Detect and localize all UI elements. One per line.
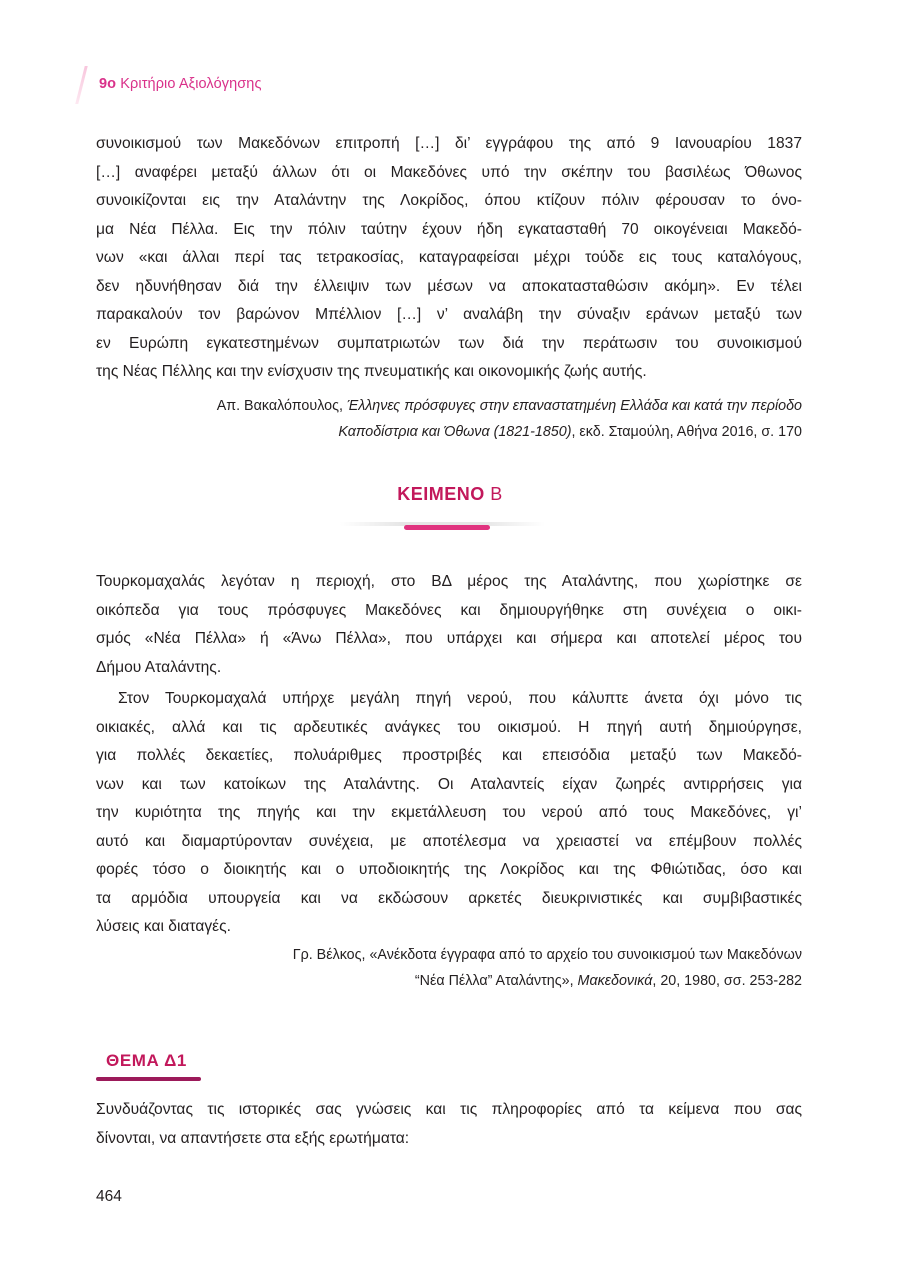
text-a-citation (217, 393, 802, 445)
text-line: Τουρκομαχαλάς λεγόταν η περιοχή, στο ΒΔ μέρος της Αταλάντης, που χωρίστηκε σε (96, 573, 802, 590)
text-line: για πολλές δεκαετίες, πολυάριθμες προστριβές και επεισόδια μεταξύ των Μακεδό- (96, 747, 802, 764)
text-line: […] αναφέρει μεταξύ άλλων ότι οι Μακεδόνες υπό την σκέπην του βασιλέως Όθωνος (96, 163, 802, 181)
header-title: Κριτήριο Αξιολόγησης (120, 76, 262, 92)
section-title-text-b (0, 484, 900, 505)
section-title-letter: Β (490, 484, 503, 504)
text-line: μα Νέα Πέλλα. Εις την πόλιν ταύτην έχουν ήδη εγκατασταθή 70 οικογένειαι Μακεδό- (96, 220, 802, 238)
text-line: δεν ηδυνήθησαν διά την έλλειψιν των μέσων να αποκατασταθώσιν ακόμη». Εν τέλει (96, 277, 802, 295)
text-line: εν Ευρώπη εγκατεστημένων συμπατριωτών των διά την περάτωσιν του συνοικισμού (96, 334, 802, 352)
citation-line2-a: “Νέα Πέλλα” Αταλάντης», (414, 973, 578, 989)
text-line: δίνονται, να απαντήσετε στα εξής ερωτήματα: (96, 1129, 410, 1147)
text-line: συνοικίζονται εις την Αταλάντην της Λοκρίδος, όπου κτίζουν πόλιν φέρουσαν το όνο- (96, 192, 802, 209)
text-line: σμός «Νέα Πέλλα» ή «Άνω Πέλλα», που υπάρχει και σήμερα και αποτελεί μέρος του (96, 630, 802, 647)
text-line: τα αρμόδια υπουργεία και να εκδώσουν αρκετές διευκρινιστικές και συμβιβαστικές (96, 889, 802, 907)
citation-line1: Γρ. Βέλκος, «Ανέκδοτα έγγραφα από το αρχείο του συνοικισμού των Μακεδόνων (292, 947, 802, 963)
text-line: φορές τόσο ο διοικητής και ο υποδιοικητής της Λοκρίδος και της Φθιώτιδας, όσο και (96, 861, 802, 878)
text-line: οικόπεδα για τους πρόσφυγες Μακεδόνες και δημιουργήθηκε στη συνέχεια ο οικι- (96, 601, 802, 619)
page-number: 464 (96, 1188, 122, 1205)
citation-author: Απ. Βακαλόπουλος, (216, 398, 343, 414)
text-line: Στον Τουρκομαχαλά υπήρχε μεγάλη πηγή νερού, που κάλυπτε άνετα όχι μόνο τις (118, 690, 802, 707)
text-line: Συνδυάζοντας τις ιστορικές σας γνώσεις και τις πληροφορίες από τα κείμενα που σας (96, 1101, 802, 1118)
text-line: Δήμου Αταλάντης. (96, 658, 222, 676)
text-b-paragraph-2 (96, 685, 802, 942)
text-line: την κυριότητα της πηγής και την εκμετάλλευση του νερού από τους Μακεδόνες, γι’ (96, 804, 802, 821)
citation-title-line2: Καποδίστρια και Όθωνα (1821-1850) (338, 424, 572, 440)
citation-title-line1: Έλληνες πρόσφυγες στην επαναστατημένη Ελλάδα και κατά την περίοδο (346, 398, 802, 414)
text-b-paragraph-1 (96, 568, 802, 682)
citation-journal: Μακεδονικά (577, 973, 653, 989)
text-line: νων και των κατοίκων της Αταλάντης. Οι Αταλαντείς είχαν ζωηρές αντιρρήσεις για (96, 775, 802, 793)
text-line: της Νέας Πέλλης και την ενίσχυσιν της πνευματικής και οικονομικής ζωής αυτής. (96, 363, 647, 380)
text-line: οικιακές, αλλά και τις αρδευτικές ανάγκες του οικισμού. Η πηγή αυτή δημιούργησε, (96, 718, 802, 736)
text-line: αυτό και διαμαρτύρονταν συνέχεια, με αποτέλεσμα να χρειαστεί να επέμβουν πολλές (96, 832, 802, 850)
header-accent-bar (75, 66, 87, 104)
text-a-paragraph (96, 130, 802, 387)
header-number: 9ο (99, 76, 117, 92)
theme-instructions (96, 1096, 802, 1153)
theme-title: ΘΕΜΑ Δ1 (106, 1051, 187, 1070)
text-line: νων «και άλλαι περί τας τετρακοσίας, καταγραφείσαι μέχρι τούδε εις τους καταλόγους, (96, 249, 802, 266)
citation-publisher: , εκδ. Σταμούλη, Αθήνα 2016, σ. 170 (571, 424, 802, 440)
text-line: παρακαλούν τον βαρώνον Μπέλλιον […] ν’ αναλάβη την σύναξιν εράνων μεταξύ των (96, 306, 802, 323)
text-line: λύσεις και διαταγές. (96, 918, 231, 935)
theme-title-rule (96, 1077, 201, 1081)
text-line: συνοικισμού των Μακεδόνων επιτροπή […] δι’ εγγράφου της από 9 Ιανουαρίου 1837 (96, 135, 802, 152)
running-header (99, 76, 262, 92)
citation-line2-b: , 20, 1980, σσ. 253-282 (652, 973, 802, 989)
section-title-accent (404, 525, 490, 530)
section-title-main: ΚΕΙΜΕΝΟ (397, 484, 485, 504)
text-b-citation (293, 942, 802, 994)
